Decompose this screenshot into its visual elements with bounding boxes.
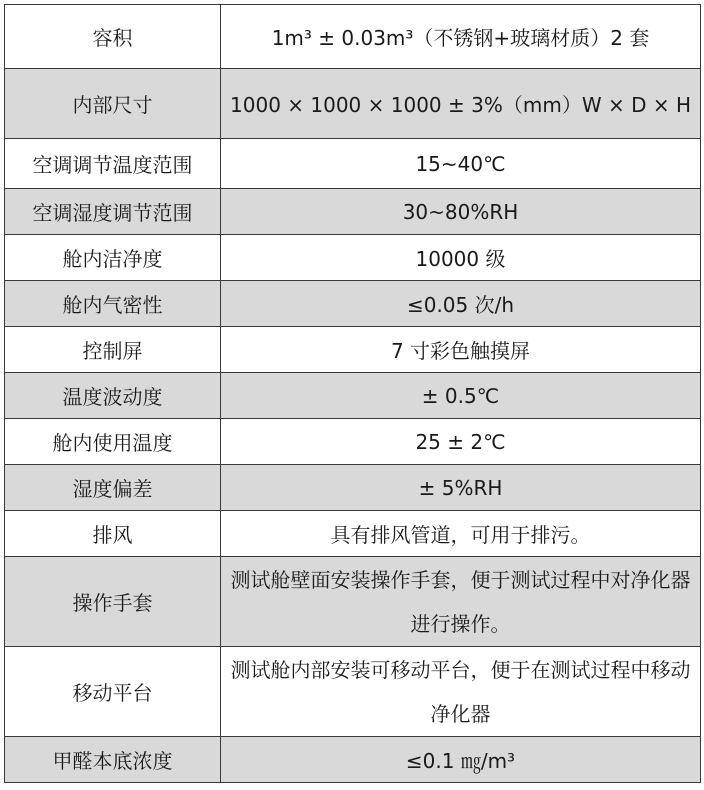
- row-value-humidity-range: 30~80%RH: [221, 189, 701, 235]
- table-row: [5, 737, 701, 783]
- table-row: [5, 647, 701, 737]
- row-value-exhaust: 具有排风管道，可用于排污。: [221, 511, 701, 557]
- row-label-temp-range: 空调调节温度范围: [5, 139, 221, 189]
- table-row: [5, 419, 701, 465]
- row-value-control-screen: 7 寸彩色触摸屏: [221, 327, 701, 373]
- row-value-volume: 1m³ ± 0.03m³（不锈钢+玻璃材质）2 套: [221, 5, 701, 69]
- table-row: [5, 5, 701, 69]
- row-value-airtightness: ≤0.05 次/h: [221, 281, 701, 327]
- row-label-cleanliness: 舱内洁净度: [5, 235, 221, 281]
- row-label-formaldehyde: 甲醛本底浓度: [5, 737, 221, 783]
- row-label-usage-temp: 舱内使用温度: [5, 419, 221, 465]
- row-label-temp-fluctuation: 温度波动度: [5, 373, 221, 419]
- spec-table: [4, 4, 701, 783]
- row-value-temp-range: 15~40℃: [221, 139, 701, 189]
- row-label-airtightness: 舱内气密性: [5, 281, 221, 327]
- row-label-control-screen: 控制屏: [5, 327, 221, 373]
- table-row: [5, 235, 701, 281]
- table-row: [5, 327, 701, 373]
- row-label-humidity-range: 空调湿度调节范围: [5, 189, 221, 235]
- row-value-humidity-deviation: ± 5%RH: [221, 465, 701, 511]
- spec-table-container: [4, 4, 701, 783]
- row-value-usage-temp: 25 ± 2℃: [221, 419, 701, 465]
- table-row: [5, 281, 701, 327]
- row-label-gloves: 操作手套: [5, 557, 221, 647]
- table-row: [5, 557, 701, 647]
- row-label-volume: 容积: [5, 5, 221, 69]
- row-value-internal-size: 1000 × 1000 × 1000 ± 3%（mm）W × D × H: [221, 69, 701, 139]
- row-label-internal-size: 内部尺寸: [5, 69, 221, 139]
- row-value-temp-fluctuation: ± 0.5℃: [221, 373, 701, 419]
- row-label-humidity-deviation: 湿度偏差: [5, 465, 221, 511]
- table-row: [5, 189, 701, 235]
- row-label-exhaust: 排风: [5, 511, 221, 557]
- row-value-gloves: 测试舱壁面安装操作手套，便于测试过程中对净化器进行操作。: [221, 557, 701, 647]
- table-row: [5, 511, 701, 557]
- table-row: [5, 465, 701, 511]
- table-row: [5, 69, 701, 139]
- row-value-mobile-platform: 测试舱内部安装可移动平台，便于在测试过程中移动净化器: [221, 647, 701, 737]
- table-row: [5, 139, 701, 189]
- row-label-mobile-platform: 移动平台: [5, 647, 221, 737]
- row-value-cleanliness: 10000 级: [221, 235, 701, 281]
- table-row: [5, 373, 701, 419]
- row-value-formaldehyde: ≤0.1 ㎎/m³: [221, 737, 701, 783]
